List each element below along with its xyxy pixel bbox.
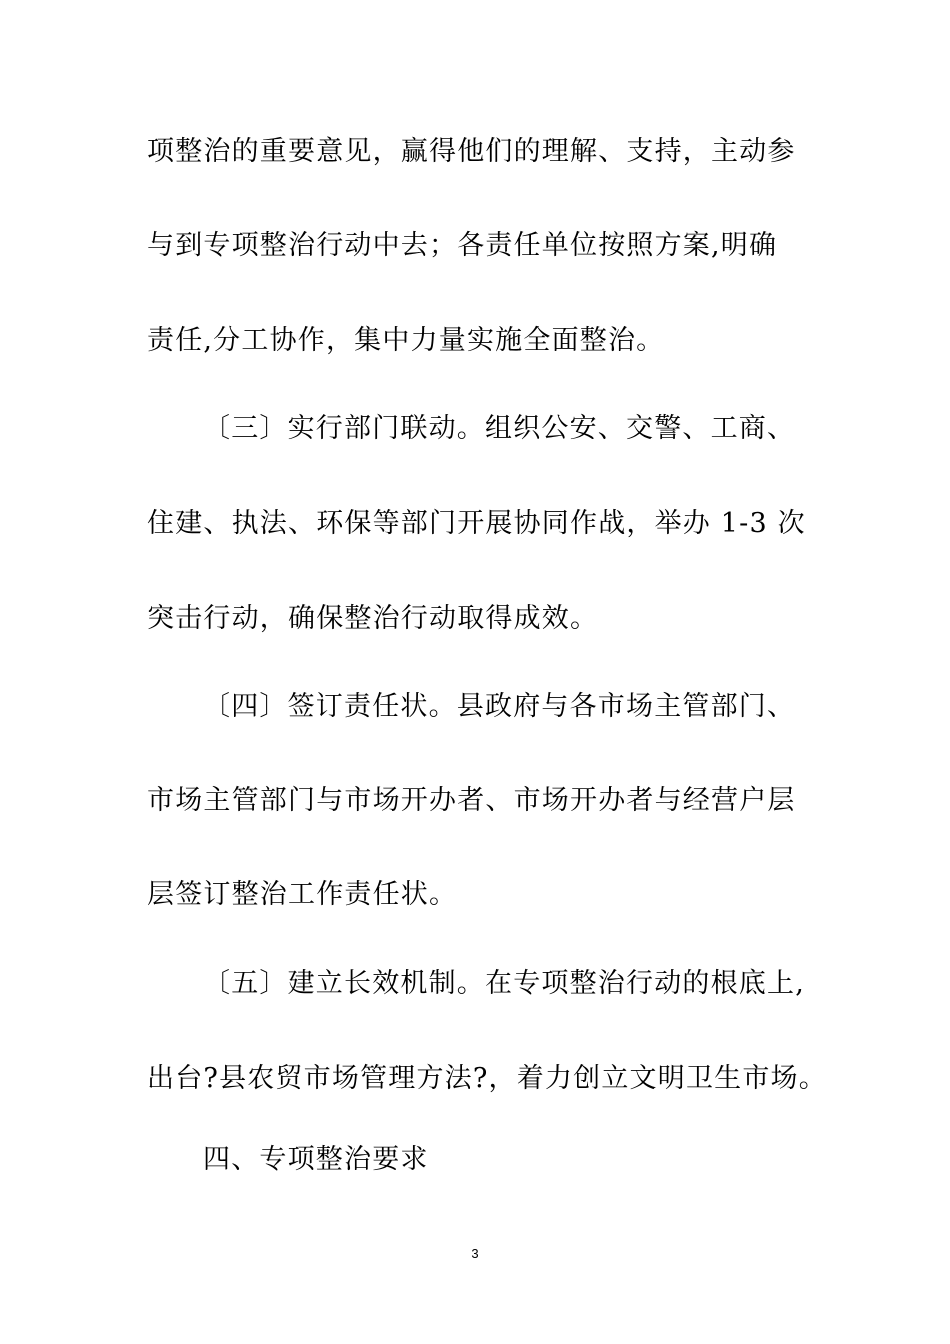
paragraph-line: 住建、执法、环保等部门开展协同作战，举办 1-3 次 (147, 508, 806, 539)
paragraph-line: 项整治的重要意见，赢得他们的理解、支持，主动参 (147, 136, 796, 167)
paragraph-line: 出台?县农贸市场管理方法?，着力创立文明卫生市场。 (147, 1063, 827, 1094)
paragraph-line: 市场主管部门与市场开办者、市场开办者与经营户层 (147, 785, 796, 816)
paragraph-line: 突击行动，确保整治行动取得成效。 (147, 603, 599, 634)
section-heading: 四、专项整治要求 (203, 1144, 429, 1175)
paragraph-line: 层签订整治工作责任状。 (147, 879, 458, 910)
paragraph-line: 与到专项整治行动中去；各责任单位按照方案,明确 (147, 230, 778, 261)
section-3-heading-line: 〔三〕实行部门联动。组织公安、交警、工商、 (203, 413, 796, 444)
section-5-heading-line: 〔五〕建立长效机制。在专项整治行动的根底上, (203, 968, 805, 999)
section-4-heading-line: 〔四〕签订责任状。县政府与各市场主管部门、 (203, 691, 796, 722)
paragraph-line: 责任,分工协作，集中力量实施全面整治。 (147, 325, 665, 356)
page-number: 3 (471, 1246, 479, 1261)
